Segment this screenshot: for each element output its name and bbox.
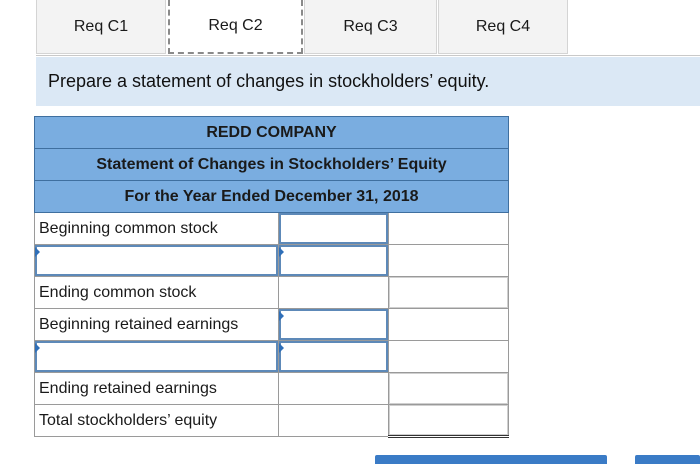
table-row: [35, 373, 509, 405]
table-row: [35, 245, 509, 277]
table-row: [35, 309, 509, 341]
beginning-retained-earnings-amount-input[interactable]: [279, 309, 388, 340]
tab-req-c4[interactable]: Req C4: [438, 0, 568, 54]
ending-retained-earnings-amount-cell: [279, 373, 389, 405]
next-requirement-button[interactable]: [635, 455, 700, 464]
beginning-common-stock-total-cell: [389, 213, 509, 245]
row-label-beginning-common-stock: Beginning common stock: [35, 213, 279, 245]
previous-requirement-button[interactable]: [375, 455, 607, 464]
tab-bar: [36, 0, 700, 55]
row-label-ending-common-stock: Ending common stock: [35, 277, 279, 309]
company-name: REDD COMPANY: [35, 117, 509, 149]
tab-req-c3[interactable]: Req C3: [304, 0, 437, 54]
table-row: [35, 213, 509, 245]
total-equity-amount-cell: [279, 405, 389, 437]
statement-title: Statement of Changes in Stockholders’ Equity: [35, 149, 509, 181]
total-stockholders-equity-input[interactable]: [389, 405, 508, 435]
common-stock-change-total-cell: [389, 245, 509, 277]
row-label-beginning-retained-earnings: Beginning retained earnings: [35, 309, 279, 341]
beginning-common-stock-amount-input[interactable]: [279, 213, 388, 244]
common-stock-change-amount-input[interactable]: [279, 245, 388, 276]
beginning-retained-earnings-total-cell: [389, 309, 509, 341]
table-row: [35, 405, 509, 437]
common-stock-change-label-select[interactable]: [35, 245, 278, 276]
ending-common-stock-total-input[interactable]: [389, 277, 508, 308]
row-label-total-stockholders-equity: Total stockholders’ equity: [35, 405, 279, 437]
ending-common-stock-amount-cell: [279, 277, 389, 309]
retained-earnings-change-label-select[interactable]: [35, 341, 278, 372]
tab-divider: [36, 55, 700, 56]
statement-table: [34, 116, 509, 438]
retained-earnings-change-total-cell: [389, 341, 509, 373]
tab-req-c2[interactable]: Req C2: [168, 0, 303, 54]
instruction-banner: Prepare a statement of changes in stockholders’ equity.: [36, 57, 700, 106]
statement-period: For the Year Ended December 31, 2018: [35, 181, 509, 213]
table-row: [35, 341, 509, 373]
tab-req-c1[interactable]: Req C1: [36, 0, 166, 54]
row-label-ending-retained-earnings: Ending retained earnings: [35, 373, 279, 405]
retained-earnings-change-amount-input[interactable]: [279, 341, 388, 372]
table-row: [35, 277, 509, 309]
ending-retained-earnings-total-input[interactable]: [389, 373, 508, 404]
